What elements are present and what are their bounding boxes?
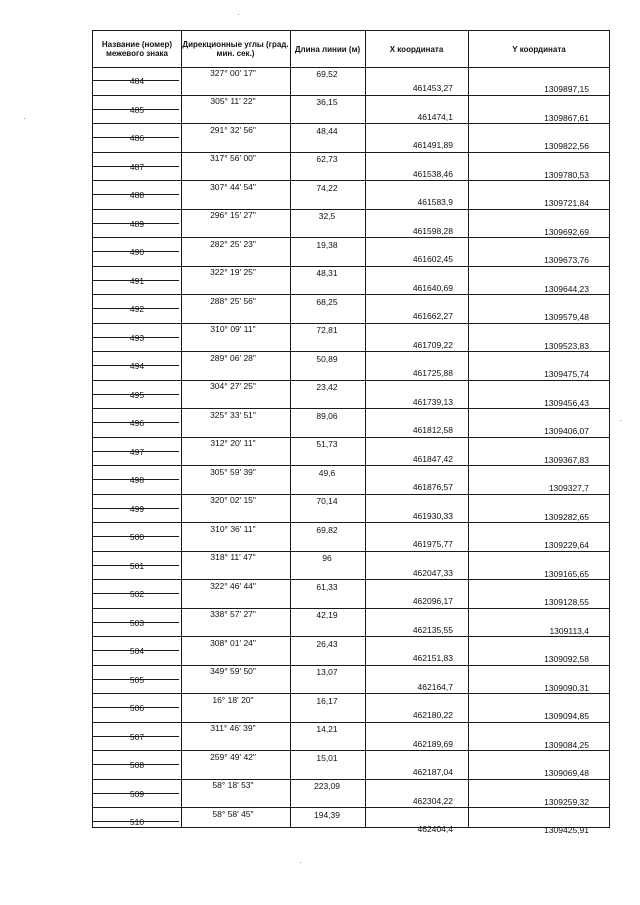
scan-speck: [300, 862, 301, 863]
boundary-point-name: 489: [129, 218, 145, 229]
line-length-cell: 15,01: [316, 752, 338, 763]
row-divider: [93, 693, 609, 694]
boundary-point-name: 496: [129, 418, 145, 429]
boundary-point-name: 494: [129, 361, 145, 372]
y-coordinate-cell: 1309822,56: [544, 141, 589, 152]
y-coordinate-cell: 1309367,83: [544, 454, 589, 465]
boundary-point-name: 506: [129, 703, 145, 714]
y-coordinate-cell: 1309165,65: [544, 568, 589, 579]
y-coordinate-cell: 1309867,61: [544, 112, 589, 123]
line-length-cell: 62,73: [316, 154, 338, 164]
y-coordinate-cell: 1309523,83: [544, 340, 589, 351]
x-coordinate-cell: 461474,1: [417, 111, 453, 122]
boundary-point-name: 501: [129, 560, 145, 571]
x-coordinate-cell: 461640,69: [412, 282, 453, 293]
direction-angle-cell: 325° 33' 51": [210, 409, 256, 420]
boundary-point-name: 504: [129, 646, 145, 657]
x-coordinate-cell: 462189,69: [412, 738, 453, 749]
y-coordinate-cell: 1309128,55: [544, 597, 589, 608]
boundary-point-name: 492: [129, 304, 145, 315]
y-coordinate-cell: 1309092,58: [544, 654, 589, 665]
header-y: Y координата: [512, 44, 566, 54]
direction-angle-cell: 318° 11' 47": [210, 552, 256, 562]
y-coordinate-cell: 1309644,23: [544, 283, 589, 294]
line-length-cell: 74,22: [316, 182, 338, 193]
direction-angle-cell: 259° 49' 42": [210, 751, 256, 762]
direction-angle-cell: 16° 18' 20": [212, 694, 254, 705]
line-length-cell: 70,14: [316, 496, 338, 506]
direction-angle-cell: 282° 25' 23": [210, 238, 256, 249]
line-length-cell: 194,39: [314, 809, 340, 820]
y-coordinate-cell: 1309094,85: [544, 711, 589, 722]
y-coordinate-cell: 1309579,48: [544, 312, 589, 323]
y-coordinate-cell: 1309721,84: [544, 198, 589, 209]
row-divider: [93, 209, 609, 210]
row-divider: [93, 551, 609, 552]
direction-angle-cell: 312° 20' 11": [210, 438, 256, 448]
direction-angle-cell: 307° 44' 54": [210, 181, 256, 192]
boundary-point-name: 491: [129, 275, 145, 286]
y-coordinate-cell: 1309456,43: [544, 397, 589, 408]
row-divider: [93, 494, 609, 495]
column-divider: [181, 31, 182, 827]
line-length-cell: 69,82: [316, 524, 338, 535]
direction-angle-cell: 310° 36' 11": [210, 523, 256, 534]
line-length-cell: 49,6: [318, 467, 336, 478]
row-divider: [93, 522, 609, 523]
line-length-cell: 89,06: [316, 410, 338, 421]
row-divider: [93, 465, 609, 466]
x-coordinate-cell: 462180,22: [412, 710, 453, 721]
scan-speck: [238, 14, 239, 15]
row-divider: [93, 294, 609, 295]
direction-angle-cell: 317° 56' 00": [210, 153, 256, 163]
y-coordinate-cell: 1309673,76: [544, 255, 589, 266]
direction-angle-cell: 322° 46' 44": [210, 580, 256, 591]
x-coordinate-cell: 462151,83: [412, 653, 453, 664]
x-coordinate-cell: 461709,22: [412, 339, 453, 350]
line-length-cell: 26,43: [316, 638, 338, 649]
y-coordinate-cell: 1309897,15: [544, 84, 589, 95]
row-divider: [93, 351, 609, 352]
column-divider: [468, 31, 469, 827]
row-divider: [93, 152, 609, 153]
y-coordinate-cell: 1309069,48: [544, 768, 589, 779]
boundary-point-name: 505: [129, 674, 145, 685]
row-divider: [93, 636, 609, 637]
direction-angle-cell: 304° 27' 25": [210, 381, 256, 391]
line-length-cell: 96: [322, 553, 332, 563]
direction-angle-cell: 311° 46' 39": [210, 723, 256, 733]
line-length-cell: 16,17: [316, 695, 338, 706]
direction-angle-cell: 296° 15' 27": [210, 210, 256, 220]
line-length-cell: 14,21: [316, 724, 338, 734]
x-coordinate-cell: 461739,13: [412, 396, 453, 407]
y-coordinate-cell: 1309084,25: [544, 739, 589, 750]
row-divider: [93, 779, 609, 780]
line-length-cell: 223,09: [314, 781, 340, 791]
row-divider: [93, 437, 609, 438]
line-length-cell: 69,52: [316, 68, 338, 79]
direction-angle-cell: 291° 32' 56": [210, 124, 256, 135]
row-divider: [93, 807, 609, 808]
row-divider: [93, 722, 609, 723]
line-length-cell: 48,31: [316, 268, 338, 278]
boundary-point-name: 485: [129, 104, 145, 115]
column-divider: [290, 31, 291, 827]
x-coordinate-cell: 461876,57: [412, 482, 453, 493]
direction-angle-cell: 322° 19' 25": [210, 267, 256, 277]
x-coordinate-cell: 461491,89: [412, 140, 453, 151]
header-length: Длина линии (м): [294, 44, 361, 54]
row-divider: [93, 237, 609, 238]
direction-angle-cell: 58° 18' 53": [212, 780, 254, 790]
y-coordinate-cell: 1309406,07: [544, 426, 589, 437]
direction-angle-cell: 338° 57' 27": [210, 609, 256, 619]
x-coordinate-cell: 462304,22: [412, 795, 453, 806]
row-divider: [93, 408, 609, 409]
line-length-cell: 50,89: [316, 353, 338, 364]
y-coordinate-cell: 1309113,4: [549, 625, 589, 636]
x-coordinate-cell: 461453,27: [412, 83, 453, 94]
scan-speck: [620, 420, 621, 421]
direction-angle-cell: 58° 58' 45": [212, 808, 254, 819]
line-length-cell: 32,5: [318, 211, 336, 221]
y-coordinate-cell: 1309282,65: [544, 511, 589, 522]
boundary-point-name: 484: [129, 76, 145, 87]
line-length-cell: 48,44: [316, 125, 338, 136]
direction-angle-cell: 327° 00' 17": [210, 67, 256, 78]
line-length-cell: 68,25: [316, 296, 338, 307]
x-coordinate-cell: 462096,17: [412, 596, 453, 607]
direction-angle-cell: 349° 59' 50": [210, 666, 256, 676]
direction-angle-cell: 305° 11' 22": [210, 96, 256, 106]
boundary-point-name: 502: [129, 589, 145, 600]
row-divider: [93, 579, 609, 580]
boundary-point-name: 507: [129, 731, 145, 742]
line-length-cell: 72,81: [316, 325, 338, 335]
line-length-cell: 13,07: [316, 667, 338, 677]
x-coordinate-cell: 461812,58: [412, 425, 453, 436]
y-coordinate-cell: 1309692,69: [544, 226, 589, 237]
header-name: Название (номер) межевого знака: [101, 40, 173, 58]
row-divider: [93, 750, 609, 751]
x-coordinate-cell: 461598,28: [412, 225, 453, 236]
row-divider: [93, 323, 609, 324]
y-coordinate-cell: 1309425,91: [544, 825, 589, 836]
x-coordinate-cell: 462187,04: [412, 767, 453, 778]
row-divider: [93, 266, 609, 267]
x-coordinate-cell: 461725,88: [412, 368, 453, 379]
line-length-cell: 42,19: [316, 610, 338, 620]
boundary-point-name: 499: [129, 503, 145, 514]
direction-angle-cell: 320° 02' 15": [210, 495, 256, 505]
column-divider: [365, 31, 366, 827]
row-divider: [93, 665, 609, 666]
direction-angle-cell: 305° 59' 39": [210, 466, 256, 477]
boundary-point-name: 490: [129, 247, 145, 258]
header-x: X координата: [389, 44, 444, 54]
line-length-cell: 23,42: [316, 382, 338, 392]
row-divider: [93, 180, 609, 181]
direction-angle-cell: 288° 25' 56": [210, 295, 256, 306]
line-length-cell: 36,15: [316, 97, 338, 107]
boundary-point-name: 508: [129, 760, 145, 771]
boundary-point-name: 500: [129, 532, 145, 543]
x-coordinate-cell: 461975,77: [412, 539, 453, 550]
boundary-point-name: 486: [129, 133, 145, 144]
x-coordinate-cell: 462164,7: [417, 681, 453, 692]
line-length-cell: 19,38: [316, 239, 338, 250]
x-coordinate-cell: 462047,33: [412, 567, 453, 578]
direction-angle-cell: 308° 01' 24": [210, 637, 256, 648]
coordinates-table: [92, 30, 610, 836]
x-coordinate-cell: 462135,55: [412, 624, 453, 635]
row-divider: [93, 95, 609, 96]
boundary-point-name: 488: [129, 190, 145, 201]
boundary-point-name: 498: [129, 475, 145, 486]
row-divider: [93, 380, 609, 381]
row-divider: [93, 608, 609, 609]
y-coordinate-cell: 1309229,64: [544, 540, 589, 551]
line-length-cell: 61,33: [316, 581, 338, 592]
direction-angle-cell: 310° 09' 11": [210, 324, 256, 334]
boundary-point-name: 495: [129, 389, 145, 400]
x-coordinate-cell: 462404,4: [417, 824, 453, 835]
row-divider: [93, 123, 609, 124]
direction-angle-cell: 289° 06' 28": [210, 352, 256, 363]
boundary-point-name: 497: [129, 446, 145, 457]
y-coordinate-cell: 1309327,7: [548, 483, 589, 494]
line-length-cell: 51,73: [316, 439, 338, 449]
x-coordinate-cell: 461602,45: [412, 254, 453, 265]
boundary-point-name: 487: [129, 161, 145, 172]
y-coordinate-cell: 1309475,74: [544, 369, 589, 380]
x-coordinate-cell: 461583,9: [417, 197, 453, 208]
boundary-point-name: 510: [129, 817, 145, 828]
boundary-point-name: 509: [129, 788, 145, 799]
x-coordinate-cell: 461930,33: [412, 510, 453, 521]
x-coordinate-cell: 461847,42: [412, 453, 453, 464]
y-coordinate-cell: 1309780,53: [544, 169, 589, 180]
boundary-point-name: 493: [129, 332, 145, 343]
scan-speck: [24, 118, 25, 119]
x-coordinate-cell: 461662,27: [412, 311, 453, 322]
y-coordinate-cell: 1309090,31: [544, 682, 589, 693]
y-coordinate-cell: 1309259,32: [544, 796, 589, 807]
header-angle: Дирекционные углы (град. мин. сек.): [182, 40, 289, 58]
x-coordinate-cell: 461538,46: [412, 168, 453, 179]
boundary-point-name: 503: [129, 617, 145, 628]
